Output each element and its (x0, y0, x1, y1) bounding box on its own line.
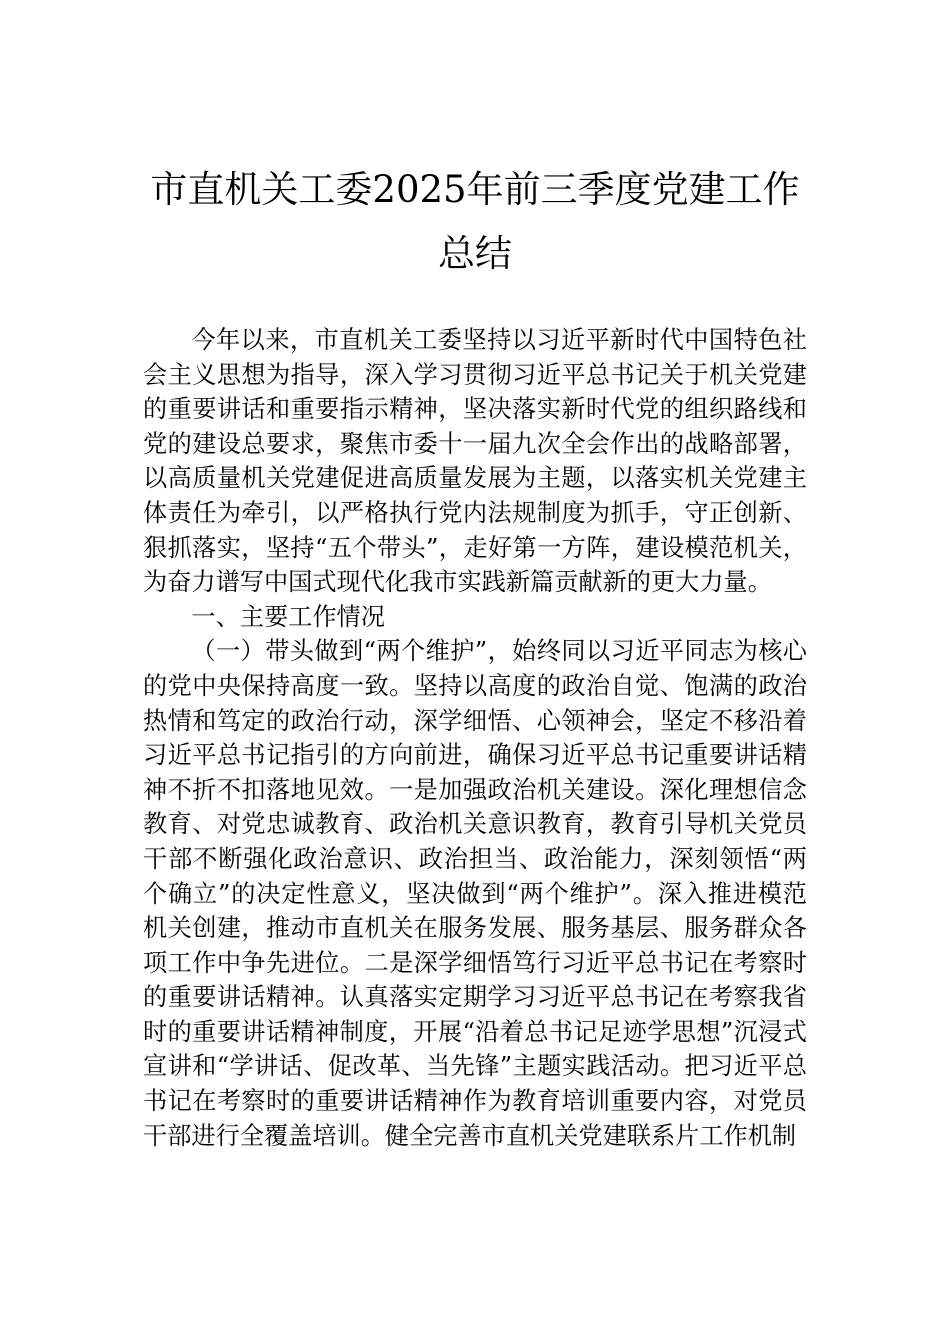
section-paragraph: （一）带头做到“两个维护”，始终同以习近平同志为核心的党中央保持高度一致。坚持以高度的政治自觉、饱满的政治热情和笃定的政治行动，深学细悟、心领神会，坚定不移沿着习近平总书记指引的方向前进，确保习近平总书记重要讲话精神不折不扣落地见效。一是加强政治机关建设。深化理想信念教育、对党忠诚教育、政治机关意识教育，教育引导机关党员干部不断强化政治意识、政治担当、政治能力，深刻领悟“两个确立”的决定性意义，坚决做到“两个维护”。深入推进模范机关创建，推动市直机关在服务发展、服务基层、服务群众各项工作中争先进位。二是深学细悟笃行习近平总书记在考察时的重要讲话精神。认真落实定期学习习近平总书记在考察我省时的重要讲话精神制度，开展“沿着总书记足迹学思想”沉浸式宣讲和“学讲话、促改革、当先锋”主题实践活动。把习近平总书记在考察时的重要讲话精神作为教育培训重要内容，对党员干部进行全覆盖培训。健全完善市直机关党建联系片工作机制 (143, 637, 807, 1150)
section-heading: 一、主要工作情况 (191, 602, 385, 631)
intro-paragraph: 今年以来，市直机关工委坚持以习近平新时代中国特色社会主义思想为指导，深入学习贯彻习近平总书记关于机关党建的重要讲话和重要指示精神，坚决落实新时代党的组织路线和党的建设总要求，聚焦市委十一届九次全会作出的战略部署，以高质量机关党建促进高质量发展为主题，以落实机关党建主体责任为牵引，以严格执行党内法规制度为抓手，守正创新、狠抓落实，坚持“五个带头”，走好第一方阵，建设模范机关，为奋力谱写中国式现代化我市实践新篇贡献新的更大力量。 (143, 326, 807, 597)
document-title: 市直机关工委2025年前三季度党建工作总结 (150, 168, 800, 275)
document-body (143, 323, 807, 1153)
